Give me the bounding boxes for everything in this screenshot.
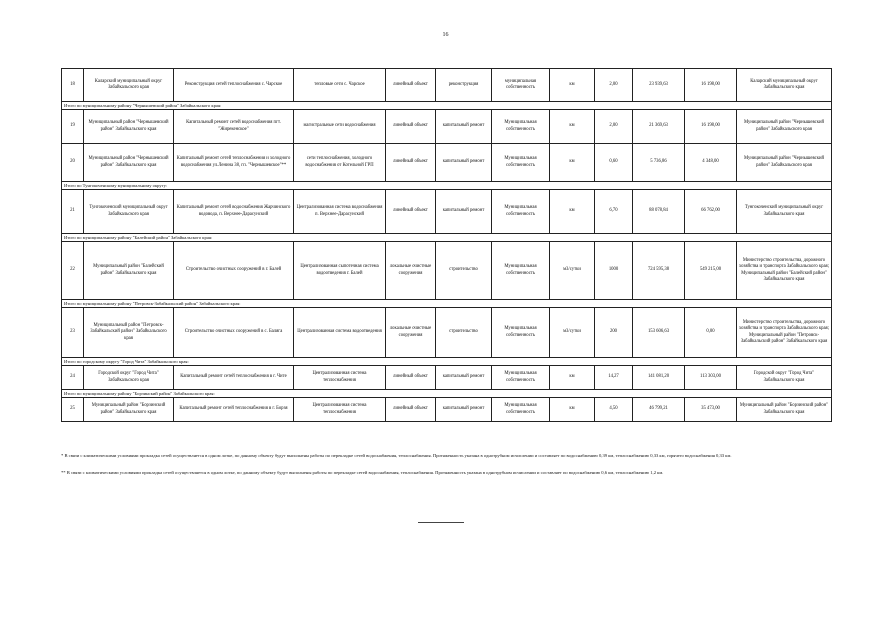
cell-amount: 35 473,00 [685,398,737,422]
cell-cost: 21 369,63 [633,110,685,144]
cell-work: строительство [436,308,492,358]
cell-recipient: Муниципальный район "Борзинский район" Забайкальского края [737,398,832,422]
cell-ownership: Муниципальная собственность [492,110,550,144]
cell-municipality: Муниципальный район "Чернышевский район" Забайкальского края [84,110,174,144]
cell-municipality: Муниципальный район "Чернышевский район" Забайкальского края [84,144,174,182]
page-number: 16 [442,32,449,38]
cell-cost: 23 939,63 [633,69,685,102]
cell-no: 18 [62,69,84,102]
cell-capacity: 200 [595,308,633,358]
cell-unit: м3/сутки [550,242,595,300]
cell-work: реконструкция [436,69,492,102]
subtotal-label: Итого по Тунгокоченскому муниципальному округу: [62,182,832,190]
cell-work: капитальный ремонт [436,398,492,422]
cell-name: Капитальный ремонт сетей водоснабжения пгт. "Жирекенское" [174,110,294,144]
cell-amount: 113 303,00 [685,366,737,390]
cell-type: локальные очистные сооружения [386,242,436,300]
cell-ownership: Муниципальная собственность [492,144,550,182]
subtotal-label: Итого по муниципальному району "Петровск-Забайкальский район" Забайкальского края: [62,300,832,308]
cell-ownership: муниципальная собственность [492,69,550,102]
cell-work: капитальный ремонт [436,110,492,144]
cell-name: Капитальный ремонт сетей теплоснабжения и холодного водоснабжения ул.Ленина 38, гп. "Чернышевское"** [174,144,294,182]
table-row [62,398,832,422]
cell-capacity: 4,50 [595,398,633,422]
cell-amount: 549 215,00 [685,242,737,300]
cell-object: тепловые сети с. Чарское [294,69,386,102]
cell-name: Капитальный ремонт сетей теплоснабжения в г. Чите [174,366,294,390]
cell-unit: м3/сутки [550,308,595,358]
cell-work: капитальный ремонт [436,190,492,234]
subtotal-label: Итого по муниципальному району "Борзинский район" Забайкальского края: [62,390,832,398]
cell-unit: км [550,69,595,102]
cell-work: строительство [436,242,492,300]
table-row [62,308,832,358]
subtotal-row [62,102,832,110]
cell-work: капитальный ремонт [436,144,492,182]
cell-cost: 141 081,20 [633,366,685,390]
cell-amount: 16 198,00 [685,69,737,102]
cell-capacity: 2,00 [595,69,633,102]
footnote-2: ** В связи с климатическими условиями прокладка сетей осуществляется в одном лотке, по данному объекту будут выполнены работы по перекладке сетей водоснабжения, теплоснабжения. Протяженность указана в однотрубном исчислении и составляет по водоснабжению 0,6 км, теплоснабжению 1,2 км. [61,469,664,475]
cell-municipality: Городской округ "Город Чита" Забайкальского края [84,366,174,390]
cell-object: Централизованная система теплоснабжения [294,366,386,390]
table-row [62,366,832,390]
cell-no: 23 [62,308,84,358]
cell-unit: км [550,398,595,422]
cell-municipality: Каларский муниципальный округ Забайкальского края [84,69,174,102]
cell-municipality: Тунгокоченский муниципальный округ Забайкальского края [84,190,174,234]
subtotal-row [62,300,832,308]
cell-type: линейный объект [386,144,436,182]
cell-ownership: Муниципальная собственность [492,308,550,358]
cell-recipient: Тунгокоченский муниципальный округ Забайкальского края [737,190,832,234]
cell-object: Централизованная система водоотведения [294,308,386,358]
cell-cost: 5 736,86 [633,144,685,182]
cell-capacity: 14,27 [595,366,633,390]
cell-type: линейный объект [386,69,436,102]
footnotes [61,453,831,486]
cell-object: сети теплоснабжения, холодного водоснабжения от Котельной ГРП [294,144,386,182]
cell-municipality: Муниципальный район "Борзинский район" Забайкальского края [84,398,174,422]
cell-object: Централизованная сыпотечная система водоотведения г. Балей [294,242,386,300]
cell-no: 21 [62,190,84,234]
cell-no: 22 [62,242,84,300]
cell-no: 19 [62,110,84,144]
cell-name: Капитальный ремонт сетей теплоснабжения в г. Борзя [174,398,294,422]
table-row [62,242,832,300]
table-row [62,69,832,102]
cell-recipient: Каларский муниципальный округ Забайкальского края [737,69,832,102]
cell-amount: 4 348,00 [685,144,737,182]
cell-cost: 724 595,38 [633,242,685,300]
cell-capacity: 2,00 [595,110,633,144]
cell-recipient: Городской округ "Город Чита" Забайкальского края [737,366,832,390]
cell-recipient: Министерство строительства, дорожного хозяйства и транспорта Забайкальского края; Муниципальный район "Балейский район" Забайкальского края [737,242,832,300]
cell-capacity: 0,60 [595,144,633,182]
footnote-1: * В связи с климатическими условиями прокладка сетей осуществляется в одном лотке, по данному объекту будут выполнены работы по перекладке сетей водоснабжения, теплоснабжения. Протяженность указана в однотрубном исчислении и составляет по водоснабжению 0,39 км, теплоснабжению 0,33 км, горячего водоснабжения 0,33 км. [61,453,732,458]
cell-recipient: Министерство строительства, дорожного хозяйства и транспорта Забайкальского края; Муниципальный район "Петровск-Забайкальский район" Забайкальского края [737,308,832,358]
cell-cost: 88 078,84 [633,190,685,234]
cell-type: линейный объект [386,110,436,144]
cell-unit: км [550,366,595,390]
cell-cost: 46 799,21 [633,398,685,422]
subtotal-label: Итого по городскому округу "Город Чита" Забайкальского края: [62,358,832,366]
cell-no: 20 [62,144,84,182]
subtotal-row [62,182,832,190]
cell-type: локальные очистные сооружения [386,308,436,358]
cell-ownership: Муниципальная собственность [492,242,550,300]
subtotal-row [62,358,832,366]
cell-no: 24 [62,366,84,390]
end-divider [418,522,464,523]
cell-name: Капитальный ремонт сетей водоснабжения Жарчинского водовода, п. Верхнее-Дарасунский [174,190,294,234]
cell-object: магистральные сети водоснабжения [294,110,386,144]
cell-name: Реконструкция сетей теплоснабжения с. Чарское [174,69,294,102]
cell-name: Строительство очистных сооружений в г. Балей [174,242,294,300]
cell-ownership: Муниципальная собственность [492,398,550,422]
table-row [62,110,832,144]
subtotal-label: Итого по муниципальному району "Чернышевский район" Забайкальского края: [62,102,832,110]
cell-type: линейный объект [386,398,436,422]
cell-name: Строительство очистных сооружений в с. Баляга [174,308,294,358]
cell-municipality: Муниципальный район "Балейский район" Забайкальского края [84,242,174,300]
cell-type: линейный объект [386,190,436,234]
cell-recipient: Муниципальный район "Чернышевский район" Забайкальского края [737,144,832,182]
subtotal-label: Итого по муниципальному району "Балейский район" Забайкальского края: [62,234,832,242]
cell-unit: км [550,190,595,234]
cell-cost: 153 606,63 [633,308,685,358]
table-row [62,144,832,182]
cell-work: капитальный ремонт [436,366,492,390]
cell-recipient: Муниципальный район "Чернышевский район" Забайкальского края [737,110,832,144]
objects-table [61,68,832,422]
cell-amount: 0,00 [685,308,737,358]
cell-no: 25 [62,398,84,422]
cell-unit: км [550,144,595,182]
cell-ownership: Муниципальная собственность [492,366,550,390]
cell-unit: км [550,110,595,144]
cell-amount: 16 198,00 [685,110,737,144]
subtotal-row [62,390,832,398]
cell-capacity: 1000 [595,242,633,300]
cell-object: Централизованная система теплоснабжения [294,398,386,422]
cell-capacity: 6,70 [595,190,633,234]
cell-municipality: Муниципальный район "Петровск-Забайкальский район" Забайкальского края [84,308,174,358]
table-row [62,190,832,234]
cell-amount: 66 762,00 [685,190,737,234]
cell-object: Централизованная система водоснабжения п. Верхнее-Дарасунский [294,190,386,234]
cell-ownership: Муниципальная собственность [492,190,550,234]
cell-type: линейный объект [386,366,436,390]
subtotal-row [62,234,832,242]
